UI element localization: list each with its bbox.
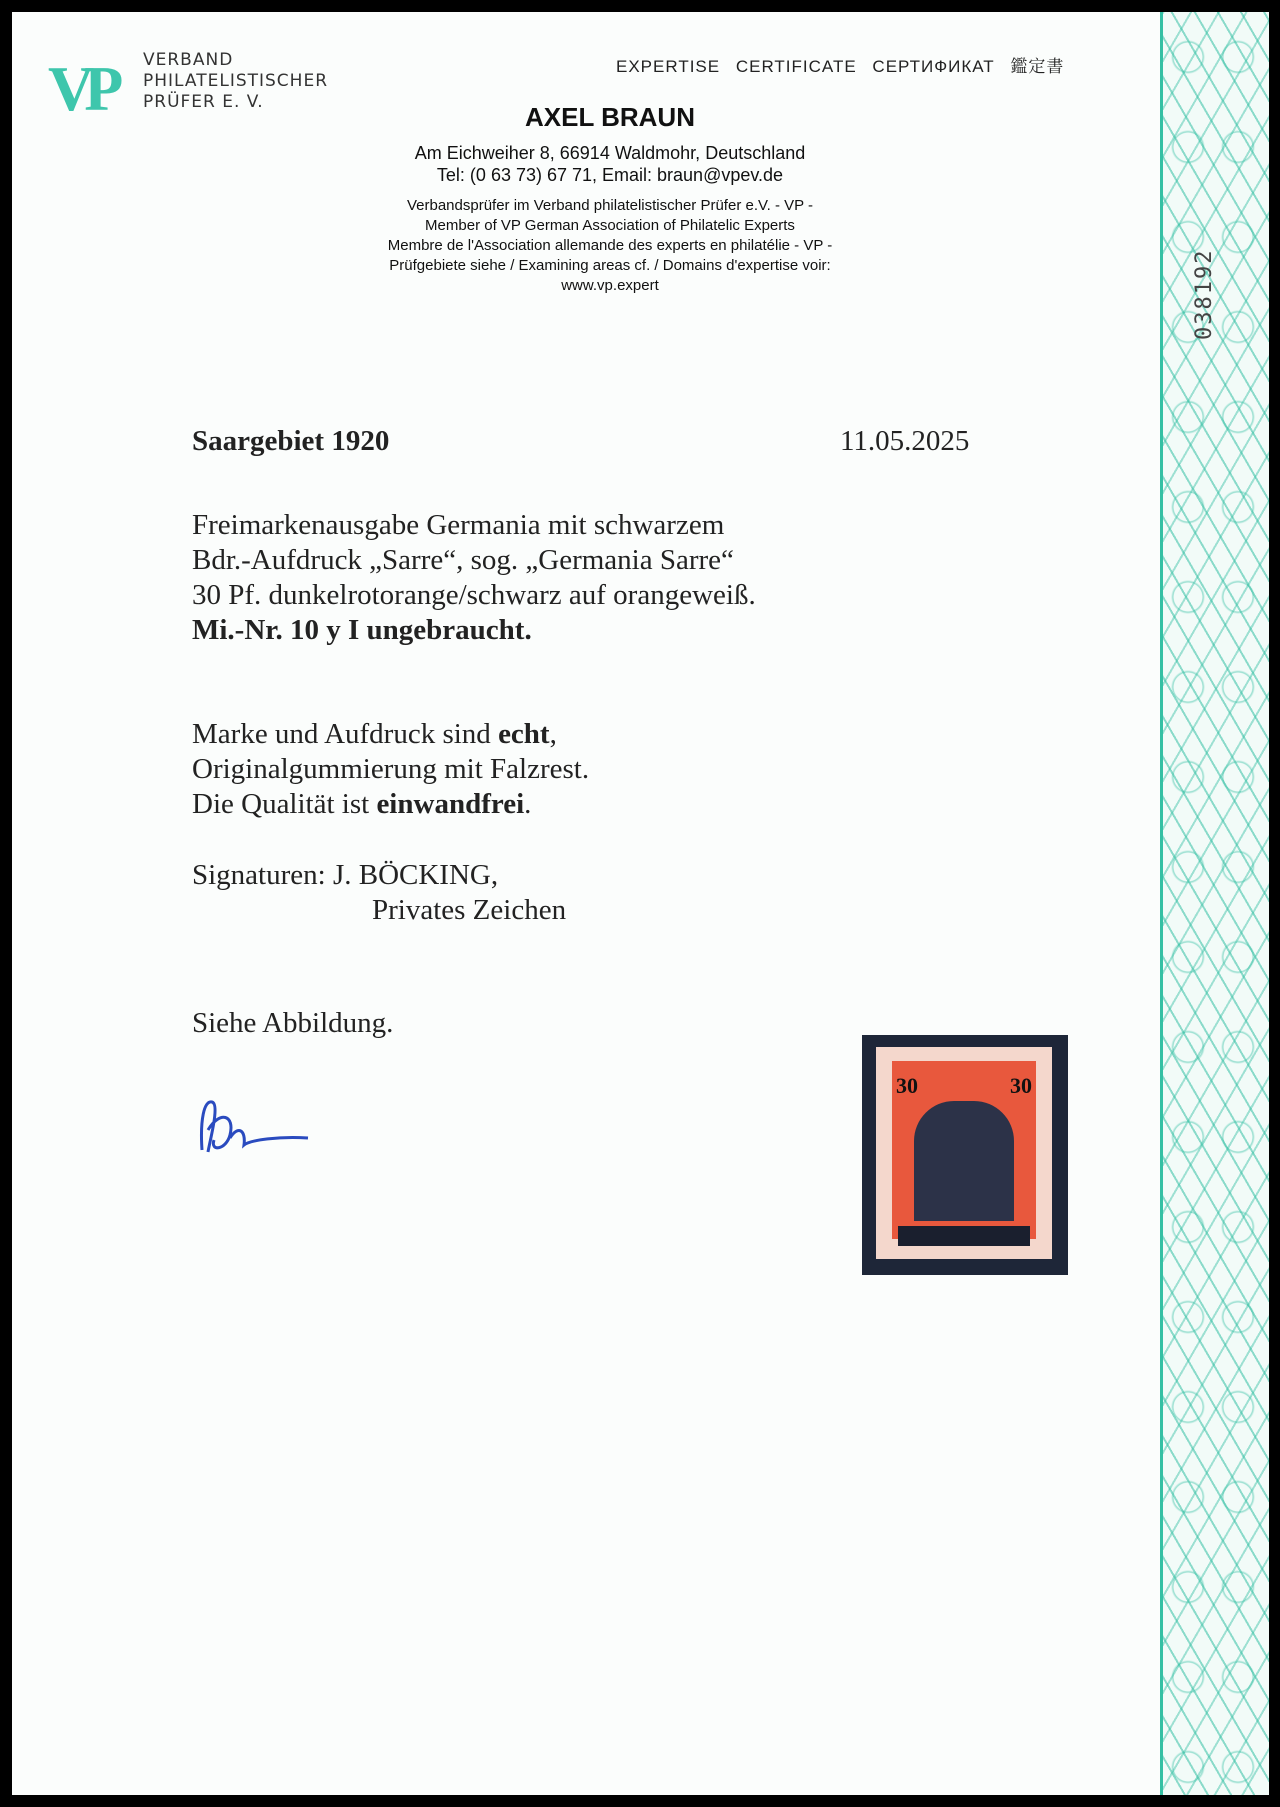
verdict-genuine: echt <box>498 718 550 750</box>
punct: , <box>549 718 557 750</box>
vp-logo: VP <box>48 53 114 124</box>
quality-rating: einwandfrei <box>376 788 525 820</box>
expert-signature <box>190 1090 320 1170</box>
signatures-line: Privates Zeichen <box>372 894 567 926</box>
certificate-date: 11.05.2025 <box>840 425 970 457</box>
verdict <box>192 717 589 822</box>
collecting-area: Saargebiet 1920 <box>192 425 390 457</box>
stamp-value-left: 30 <box>896 1073 918 1098</box>
org-line: PRÜFER E. V. <box>143 92 264 112</box>
description-line: Bdr.-Aufdruck „Sarre“, sog. „Germania Sarre“ <box>192 544 734 576</box>
org-line: VERBAND <box>143 50 234 70</box>
membership-line: Verbandsprüfer im Verband philatelistischer Prüfer e.V. - VP - <box>406 197 814 214</box>
membership-block <box>300 196 920 296</box>
gum-condition: Originalgummierung mit Falzrest. <box>192 753 590 785</box>
stamp-description <box>192 508 756 648</box>
verdict-text: Marke und Aufdruck sind <box>192 718 499 750</box>
membership-line: Prüfgebiete siehe / Examining areas cf. / Domains d'expertise voir: <box>389 257 831 274</box>
description-line: Freimarkenausgabe Germania mit schwarzem <box>192 509 725 541</box>
stamp-image <box>862 1035 1068 1275</box>
serial-number: 038192 <box>1192 248 1217 340</box>
overprint-bar <box>898 1226 1030 1246</box>
expert-address-block <box>300 142 920 186</box>
expert-name: AXEL BRAUN <box>525 102 695 132</box>
membership-line: Member of VP German Association of Philatelic Experts <box>425 217 795 234</box>
description-line: 30 Pf. dunkelrotorange/schwarz auf orangeweiß. <box>192 579 756 611</box>
stamp-value-right: 30 <box>1010 1073 1032 1098</box>
expert-contact: Tel: (0 63 73) 67 71, Email: braun@vpev.de <box>436 165 784 185</box>
signatures-line: Signaturen: J. BÖCKING, <box>192 859 499 891</box>
expert-address: Am Eichweiher 8, 66914 Waldmohr, Deutschland <box>414 143 806 163</box>
verdict-text: Die Qualität ist <box>192 788 377 820</box>
punct: . <box>524 788 532 820</box>
catalog-number: Mi.-Nr. 10 y I ungebraucht. <box>192 614 532 646</box>
germania-figure <box>914 1101 1014 1221</box>
org-line: PHILATELISTISCHER <box>143 71 329 91</box>
see-illustration: Siehe Abbildung. <box>192 1007 394 1039</box>
membership-line: Membre de l'Association allemande des experts en philatélie - VP - <box>387 237 833 254</box>
website-link[interactable]: www.vp.expert <box>561 277 659 294</box>
certificate-title: EXPERTISE CERTIFICATE СЕРТИФИКАТ 鑑定書 <box>616 57 1065 76</box>
signatures <box>192 858 566 928</box>
